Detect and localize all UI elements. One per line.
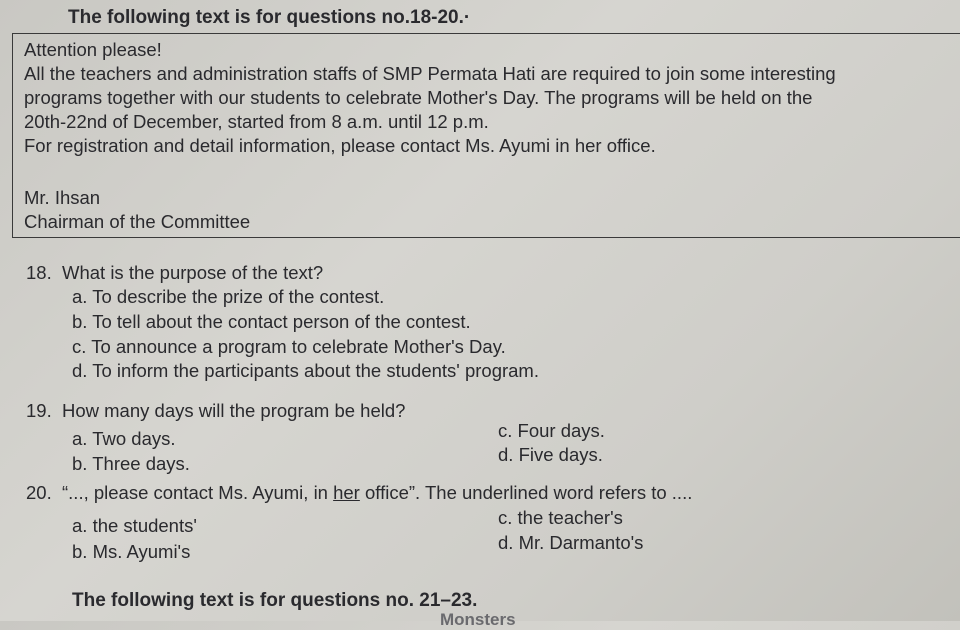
question-text-after: office”. The underlined word refers to .... xyxy=(359,482,693,503)
signature-name: Mr. Ihsan xyxy=(24,187,101,208)
question-text-before: “..., please contact Ms. Ayumi, in xyxy=(62,482,334,503)
notice-line-4: For registration and detail information, please contact Ms. Ayumi in her office. xyxy=(24,135,656,156)
question-18 xyxy=(26,262,323,284)
underlined-word: her xyxy=(333,482,360,503)
next-section-heading: The following text is for questions no. 21–23. xyxy=(72,590,478,611)
notice-line-1: All the teachers and administration staffs of SMP Permata Hati are required to join some interesting xyxy=(24,63,836,84)
notice-line-2: programs together with our students to celebrate Mother's Day. The programs will be held on the xyxy=(24,87,813,108)
question-text: How many days will the program be held? xyxy=(62,400,406,421)
option-18a: a. To describe the prize of the contest. xyxy=(72,286,385,307)
question-20 xyxy=(26,482,692,504)
next-text-title: Monsters xyxy=(440,610,516,629)
option-18c: c. To announce a program to celebrate Mother's Day. xyxy=(72,336,506,357)
option-20b: b. Ms. Ayumi's xyxy=(72,541,191,562)
question-number: 19. xyxy=(26,400,52,421)
option-20d: d. Mr. Darmanto's xyxy=(498,532,644,553)
option-19b: b. Three days. xyxy=(72,453,190,474)
option-20c: c. the teacher's xyxy=(498,507,623,528)
option-18b: b. To tell about the contact person of the contest. xyxy=(72,311,471,332)
option-19c: c. Four days. xyxy=(498,420,605,441)
notice-greeting: Attention please! xyxy=(24,39,162,60)
notice-line-3: 20th-22nd of December, started from 8 a.m. until 12 p.m. xyxy=(24,111,489,132)
section-heading: The following text is for questions no.18-20.· xyxy=(68,7,471,28)
question-19 xyxy=(26,400,405,422)
option-20a: a. the students' xyxy=(72,515,197,536)
question-number: 18. xyxy=(26,262,52,283)
option-19d: d. Five days. xyxy=(498,444,603,465)
option-19a: a. Two days. xyxy=(72,428,176,449)
question-text: What is the purpose of the text? xyxy=(62,262,324,283)
signature-title: Chairman of the Committee xyxy=(24,211,251,232)
option-18d: d. To inform the participants about the students' program. xyxy=(72,360,539,381)
question-number: 20. xyxy=(26,482,52,503)
